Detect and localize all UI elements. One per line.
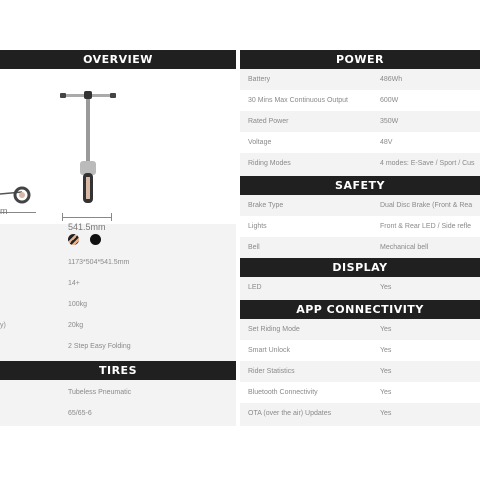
overview-panel [0,50,236,426]
safety-label: Bell [248,244,260,251]
display-header [240,258,480,277]
safety-value: Dual Disc Brake (Front & Rea [380,202,473,209]
tires-row [0,403,236,424]
dimension-right-label: 541.5mm [68,222,106,232]
power-row [240,111,480,132]
power-label: Riding Modes [248,160,291,167]
overview-row [0,315,236,336]
product-image-area [0,69,236,232]
overview-header [0,50,236,69]
power-row [240,153,480,174]
tires-value: 65/65-6 [68,410,92,417]
dimension-tick-b [111,213,112,221]
overview-value: 14+ [68,280,80,287]
display-row [240,277,480,298]
app-label: Bluetooth Connectivity [248,389,318,396]
app-value: Yes [380,347,392,354]
power-row [240,132,480,153]
specs-panel [240,50,480,426]
overview-value: 20kg [68,322,84,329]
overview-value: 100kg [68,301,88,308]
app-label: Smart Unlock [248,347,291,354]
power-title: POWER [335,53,385,66]
tires-value: Tubeless Pneumatic [68,389,132,396]
app-value: Yes [380,326,392,333]
overview-value: 1173*504*541.5mm [68,259,130,266]
safety-label: Lights [248,223,267,230]
safety-row [240,237,480,258]
app-header [240,300,480,319]
app-row [240,403,480,424]
display-value: Yes [380,284,392,291]
overview-row [0,252,236,273]
power-value: 486Wh [380,76,403,83]
app-value: Yes [380,410,392,417]
tires-row [0,382,236,403]
power-row [240,90,480,111]
power-label: Rated Power [248,118,289,125]
power-row [240,69,480,90]
color-swatch-striped[interactable] [68,234,79,245]
overview-value: 2 Step Easy Folding [68,343,131,350]
app-label: Rider Statistics [248,368,295,375]
app-label: OTA (over the air) Updates [248,410,332,417]
overview-title: OVERVIEW [83,53,153,66]
power-label: 30 Mins Max Continuous Output [248,97,348,104]
safety-value: Front & Rear LED / Side refle [380,223,472,230]
power-label: Battery [248,76,271,83]
power-header [240,50,480,69]
safety-value: Mechanical bell [380,244,429,251]
scooter-side-view [0,159,40,209]
display-label: LED [248,284,262,291]
overview-row [0,273,236,294]
app-value: Yes [380,368,392,375]
overview-label: y) [0,322,6,329]
safety-header [240,176,480,195]
app-label: Set Riding Mode [248,326,300,333]
safety-row [240,195,480,216]
safety-title: SAFETY [335,179,385,192]
app-row [240,382,480,403]
overview-row [0,336,236,357]
dimension-line-right [62,217,112,218]
display-title: DISPLAY [332,261,388,274]
app-value: Yes [380,389,392,396]
safety-label: Brake Type [248,202,284,209]
overview-row [0,294,236,315]
power-value: 350W [380,118,399,125]
app-title: APP CONNECTIVITY [296,303,424,316]
app-row [240,319,480,340]
power-value: 48V [380,139,393,146]
tires-header [0,361,236,380]
power-value: 4 modes: E-Save / Sport / Cus [380,160,475,167]
app-row [240,361,480,382]
power-value: 600W [380,97,399,104]
safety-row [240,216,480,237]
app-row [240,340,480,361]
scooter-front-view [60,91,116,211]
dimension-tick-a [62,213,63,221]
power-label: Voltage [248,139,272,146]
tires-title: TIRES [98,364,137,377]
color-swatch-black[interactable] [90,234,101,245]
dimension-left-label: m [0,206,8,216]
